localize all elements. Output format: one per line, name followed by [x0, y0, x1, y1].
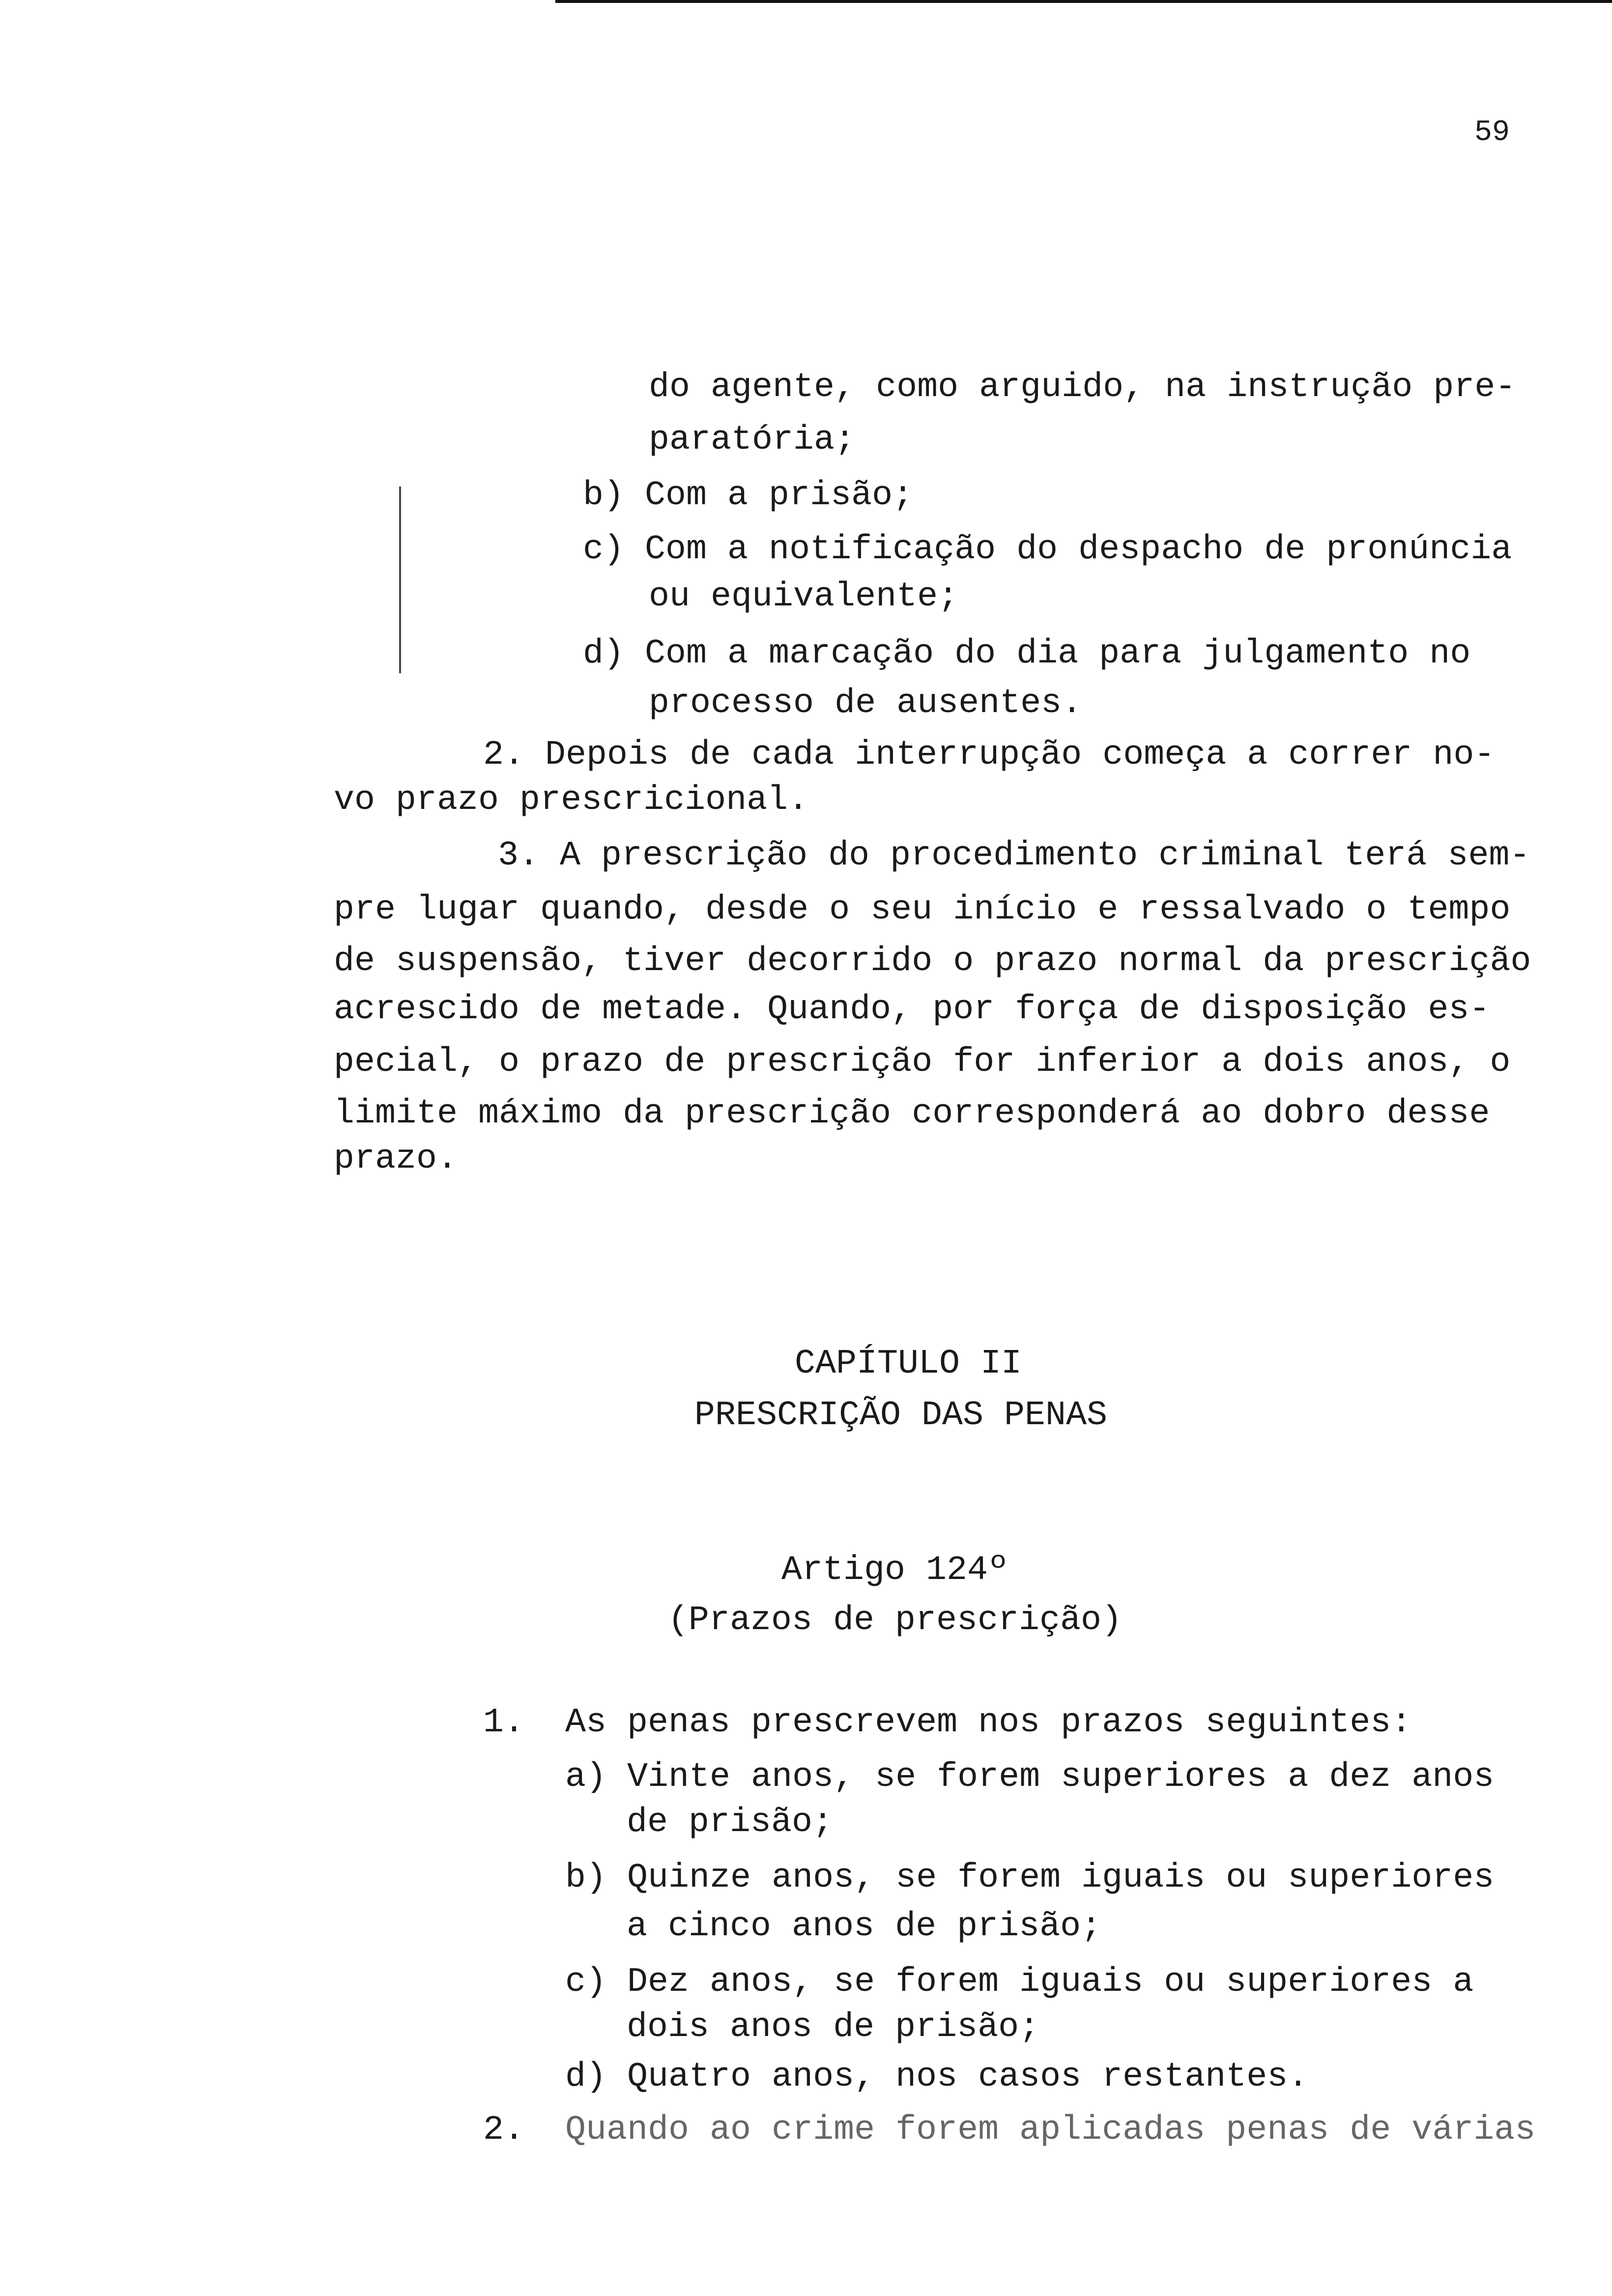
text-line: do agente, como arguido, na instrução pre- [649, 368, 1516, 407]
page-number: 59 [1474, 116, 1510, 149]
paragraph-line: pre lugar quando, desde o seu início e ressalvado o tempo [334, 890, 1511, 929]
article-subtitle: (Prazos de prescrição) [667, 1601, 1123, 1640]
list-item: c) Com a notificação do despacho de pronúncia [583, 530, 1512, 569]
text-line: dois anos de prisão; [627, 2008, 1040, 2047]
item-number: 1. [483, 1703, 525, 1742]
paragraph-line: vo prazo prescricional. [334, 781, 809, 820]
text-line: a cinco anos de prisão; [627, 1907, 1102, 1946]
list-item: c) Dez anos, se forem iguais ou superiores a [565, 1963, 1474, 2002]
paragraph-line: limite máximo da prescrição corresponderá ao dobro desse [334, 1094, 1490, 1133]
text-line: paratória; [649, 421, 856, 459]
paragraph-line: As penas prescrevem nos prazos seguintes: [565, 1703, 1412, 1742]
paragraph-line: pecial, o prazo de prescrição for inferior a dois anos, o [334, 1043, 1511, 1082]
text-line: de prisão; [627, 1803, 834, 1842]
paragraph-line: de suspensão, tiver decorrido o prazo normal da prescrição [334, 942, 1531, 981]
list-item: d) Quatro anos, nos casos restantes. [565, 2058, 1309, 2096]
chapter-subtitle: PRESCRIÇÃO DAS PENAS [694, 1396, 1108, 1435]
text-line: ou equivalente; [649, 577, 959, 616]
list-item: d) Com a marcação do dia para julgamento no [583, 634, 1471, 673]
paragraph-line: Quando ao crime forem aplicadas penas de várias [565, 2111, 1536, 2150]
list-item: b) Com a prisão; [583, 476, 914, 515]
list-item: b) Quinze anos, se forem iguais ou superiores [565, 1859, 1495, 1897]
paragraph-line: 3. A prescrição do procedimento criminal terá sem- [498, 836, 1530, 875]
article-title: Artigo 124º [781, 1551, 1009, 1590]
margin-mark [399, 487, 401, 673]
item-number: 2. [483, 2111, 525, 2150]
chapter-title: CAPÍTULO II [794, 1345, 1022, 1383]
list-item: a) Vinte anos, se forem superiores a dez anos [565, 1758, 1495, 1797]
top-rule [555, 0, 1612, 3]
paragraph-line: prazo. [334, 1140, 458, 1178]
paragraph-line: acrescido de metade. Quando, por força de disposição es- [334, 990, 1490, 1029]
paragraph-line: 2. Depois de cada interrupção começa a correr no- [483, 736, 1495, 775]
text-line: processo de ausentes. [649, 684, 1083, 723]
